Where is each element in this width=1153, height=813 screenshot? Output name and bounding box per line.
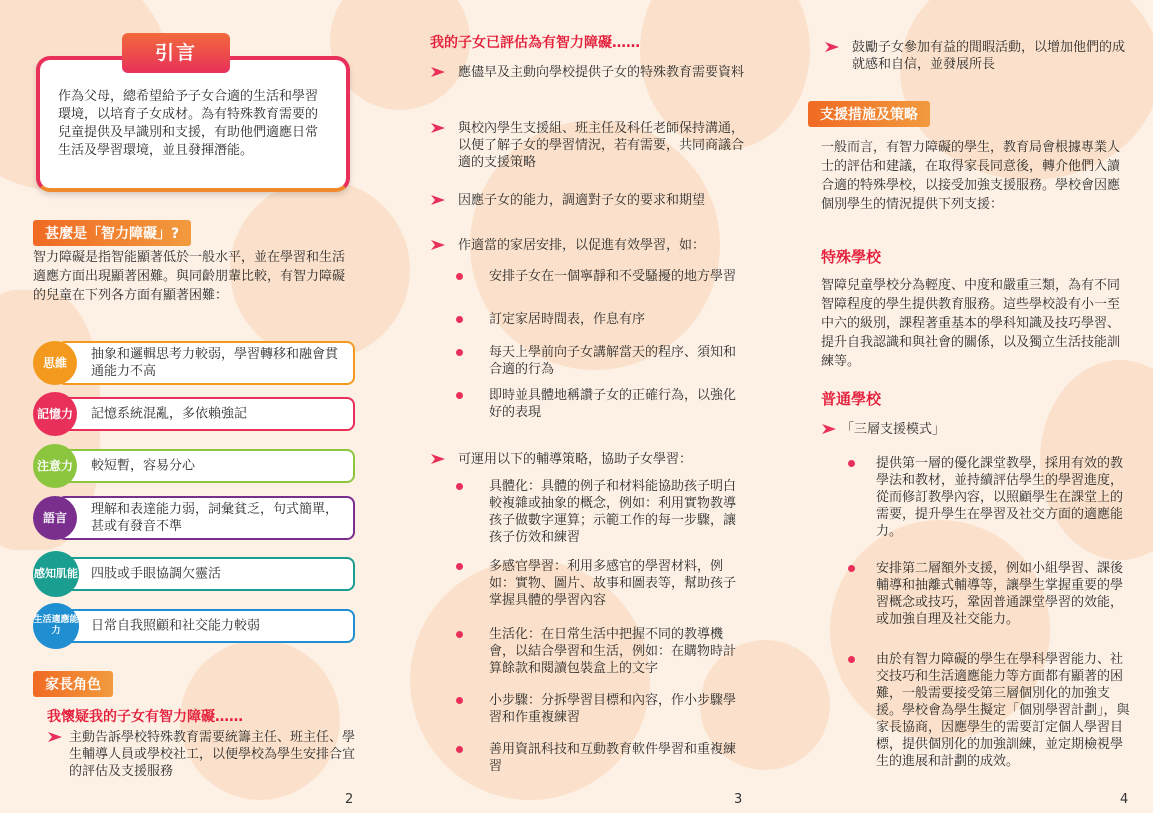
suspect-item: 主動告訴學校特殊教育需要統籌主任、班主任、學生輔導人員或學校社工，以便學校為學生安排合宜的評估及支援服務 xyxy=(47,729,355,780)
dot-bullet-icon xyxy=(848,460,855,467)
list-item: 應儘早及主動向學校提供子女的特殊教育需要資料 xyxy=(430,64,748,81)
sub-list-item: 訂定家居時間表，作息有序 xyxy=(456,311,746,328)
support-title: 支援措施及策略 xyxy=(808,101,930,127)
page-number: 2 xyxy=(345,792,354,807)
difficulty-text: 四肢或手眼協調欠靈活 xyxy=(91,566,222,582)
dot-bullet-icon xyxy=(456,349,463,356)
difficulty-text: 記憶系統混亂，多依賴強記 xyxy=(91,406,248,422)
difficulty-item xyxy=(33,449,355,483)
difficulty-tag: 生活適應能力 xyxy=(33,603,79,649)
list-item: 與校內學生支援組、班主任及科任老師保持溝通，以便了解子女的學習情況，若有需要，共同商議合適的支援策略 xyxy=(430,120,748,171)
arrow-bullet-icon xyxy=(430,239,446,251)
special-school-text: 智障兒童學校分為輕度、中度和嚴重三類，為有不同智障程度的學生提供教育服務。這些學校設有小一至中六的級別，課程著重基本的學科知識及技巧學習、提升自我認識和與社會的關係，以及獨立生活技能訓練等。 xyxy=(821,278,1121,369)
dot-bullet-icon xyxy=(848,565,855,572)
difficulty-text: 抽象和邏輯思考力較弱，學習轉移和融會貫通能力不高 xyxy=(91,347,339,379)
arrow-bullet-icon xyxy=(430,66,446,78)
dot-bullet-icon xyxy=(456,316,463,323)
dot-bullet-icon xyxy=(456,631,463,638)
tier-item: 由於有智力障礙的學生在學科學習能力、社交技巧和生活適應能力等方面都有顯著的困難，一般需要接受第三層個別化的加強支援。學校會為學生擬定「個別學習計劃」，與家長協商，因應學生的需要訂定個人學習目標，提供個別化的加強訓練，並定期檢視學生的進展和計劃的成效。 xyxy=(848,651,1133,770)
difficulty-tag: 思維 xyxy=(33,341,77,385)
intro-title: 引言 xyxy=(122,33,230,73)
arrow-bullet-icon xyxy=(821,423,837,435)
difficulty-text: 日常自我照顧和社交能力較弱 xyxy=(91,618,261,634)
suspect-heading: 我懷疑我的子女有智力障礙…… xyxy=(47,709,243,725)
arrow-bullet-icon xyxy=(430,122,446,134)
page-number: 3 xyxy=(734,792,743,807)
intro-box xyxy=(36,56,350,192)
what-is-text: 智力障礙是指智能顯著低於一般水平，並在學習和生活適應方面出現顯著困難。與同齡朋輩比較，有智力障礙的兒童在下列各方面有顯著困難： xyxy=(33,250,346,303)
assessed-heading: 我的子女已評估為有智力障礙…… xyxy=(430,35,640,51)
arrow-bullet-icon xyxy=(430,194,446,206)
difficulty-item xyxy=(33,557,355,591)
page-number: 4 xyxy=(1120,792,1129,807)
strategy-item: 生活化：在日常生活中把握不同的教導機會，以結合學習和生活，例如：在購物時計算餘款和閱讀包裝盒上的文字 xyxy=(456,626,746,677)
page-3 xyxy=(384,0,768,813)
difficulty-tag: 感知肌能 xyxy=(33,551,79,597)
strategy-item: 小步驟：分拆學習目標和內容，作小步驟學習和作重複練習 xyxy=(456,692,746,726)
difficulty-tag: 語言 xyxy=(33,496,77,540)
difficulty-item xyxy=(33,341,355,385)
dot-bullet-icon xyxy=(456,697,463,704)
strategy-item: 多感官學習：利用多感官的學習材料，例如：實物、圖片、故事和圖表等，幫助孩子掌握具體的學習內容 xyxy=(456,558,746,609)
difficulty-item xyxy=(33,397,355,431)
dot-bullet-icon xyxy=(848,656,855,663)
tier-item: 提供第一層的優化課堂教學，採用有效的教學法和教材，並持續評估學生的學習進度，從而修訂教學內容，以照顧學生在課堂上的需要，提升學生在學習及社交方面的適應能力。 xyxy=(848,455,1133,540)
special-school-title: 特殊學校 xyxy=(821,248,882,266)
what-is-title: 甚麼是「智力障礙」? xyxy=(33,220,191,246)
dot-bullet-icon xyxy=(456,273,463,280)
arrow-bullet-icon xyxy=(47,731,63,743)
sub-list-item: 每天上學前向子女講解當天的程序、須知和合適的行為 xyxy=(456,344,746,378)
tier-label: 「三層支援模式」 xyxy=(821,421,1131,438)
support-text: 一般而言，有智力障礙的學生，教育局會根據專業人士的評估和建議，在取得家長同意後，轉介他們入讀合適的特殊學校，以接受加強支援服務。學校會因應個別學生的情況提供下列支援： xyxy=(821,140,1121,212)
strategy-item: 具體化：具體的例子和材料能協助孩子明白較複雜或抽象的概念，例如：利用實物教導孩子做數字運算；示範工作的每一步驟，讓孩子仿效和練習 xyxy=(456,478,746,546)
dot-bullet-icon xyxy=(456,746,463,753)
intro-text: 作為父母，總希望給予子女合適的生活和學習環境，以培育子女成材。為有特殊教育需要的兒童提供及早識別和支援，有助他們適應日常生活及學習環境，並且發揮潛能。 xyxy=(58,89,319,158)
ordinary-school-title: 普通學校 xyxy=(821,390,882,408)
difficulty-tag: 注意力 xyxy=(33,444,77,488)
dot-bullet-icon xyxy=(456,483,463,490)
page-2 xyxy=(0,0,384,813)
difficulty-item xyxy=(33,609,355,643)
list-item: 鼓勵子女參加有益的閒暇活動，以增加他們的成就感和自信，並發展所長 xyxy=(824,39,1134,73)
strategy-item: 善用資訊科技和互動教育軟件學習和重複練習 xyxy=(456,741,746,775)
dot-bullet-icon xyxy=(456,392,463,399)
dot-bullet-icon xyxy=(456,563,463,570)
difficulty-tag: 記憶力 xyxy=(33,392,77,436)
sub-list-item: 即時並具體地稱讚子女的正確行為，以強化好的表現 xyxy=(456,387,746,421)
sub-list-item: 安排子女在一個寧靜和不受騷擾的地方學習 xyxy=(456,268,746,285)
parent-role-title: 家長角色 xyxy=(33,671,113,697)
list-item: 因應子女的能力，調適對子女的要求和期望 xyxy=(430,192,748,209)
page-4 xyxy=(768,0,1153,813)
difficulty-item xyxy=(33,496,355,540)
arrow-bullet-icon xyxy=(430,453,446,465)
arrow-bullet-icon xyxy=(824,41,840,53)
difficulty-text: 較短暫，容易分心 xyxy=(91,458,196,474)
list-item: 可運用以下的輔導策略，協助子女學習： xyxy=(430,451,748,468)
list-item: 作適當的家居安排，以促進有效學習，如： xyxy=(430,237,748,254)
tier-item: 安排第二層額外支援，例如小組學習、課後輔導和抽離式輔導等，讓學生掌握重要的學習概念或技巧，鞏固普通課堂學習的效能，或加強自理及社交能力。 xyxy=(848,560,1133,628)
difficulty-text: 理解和表達能力弱，詞彙貧乏，句式簡單，甚或有發音不準 xyxy=(91,502,339,534)
